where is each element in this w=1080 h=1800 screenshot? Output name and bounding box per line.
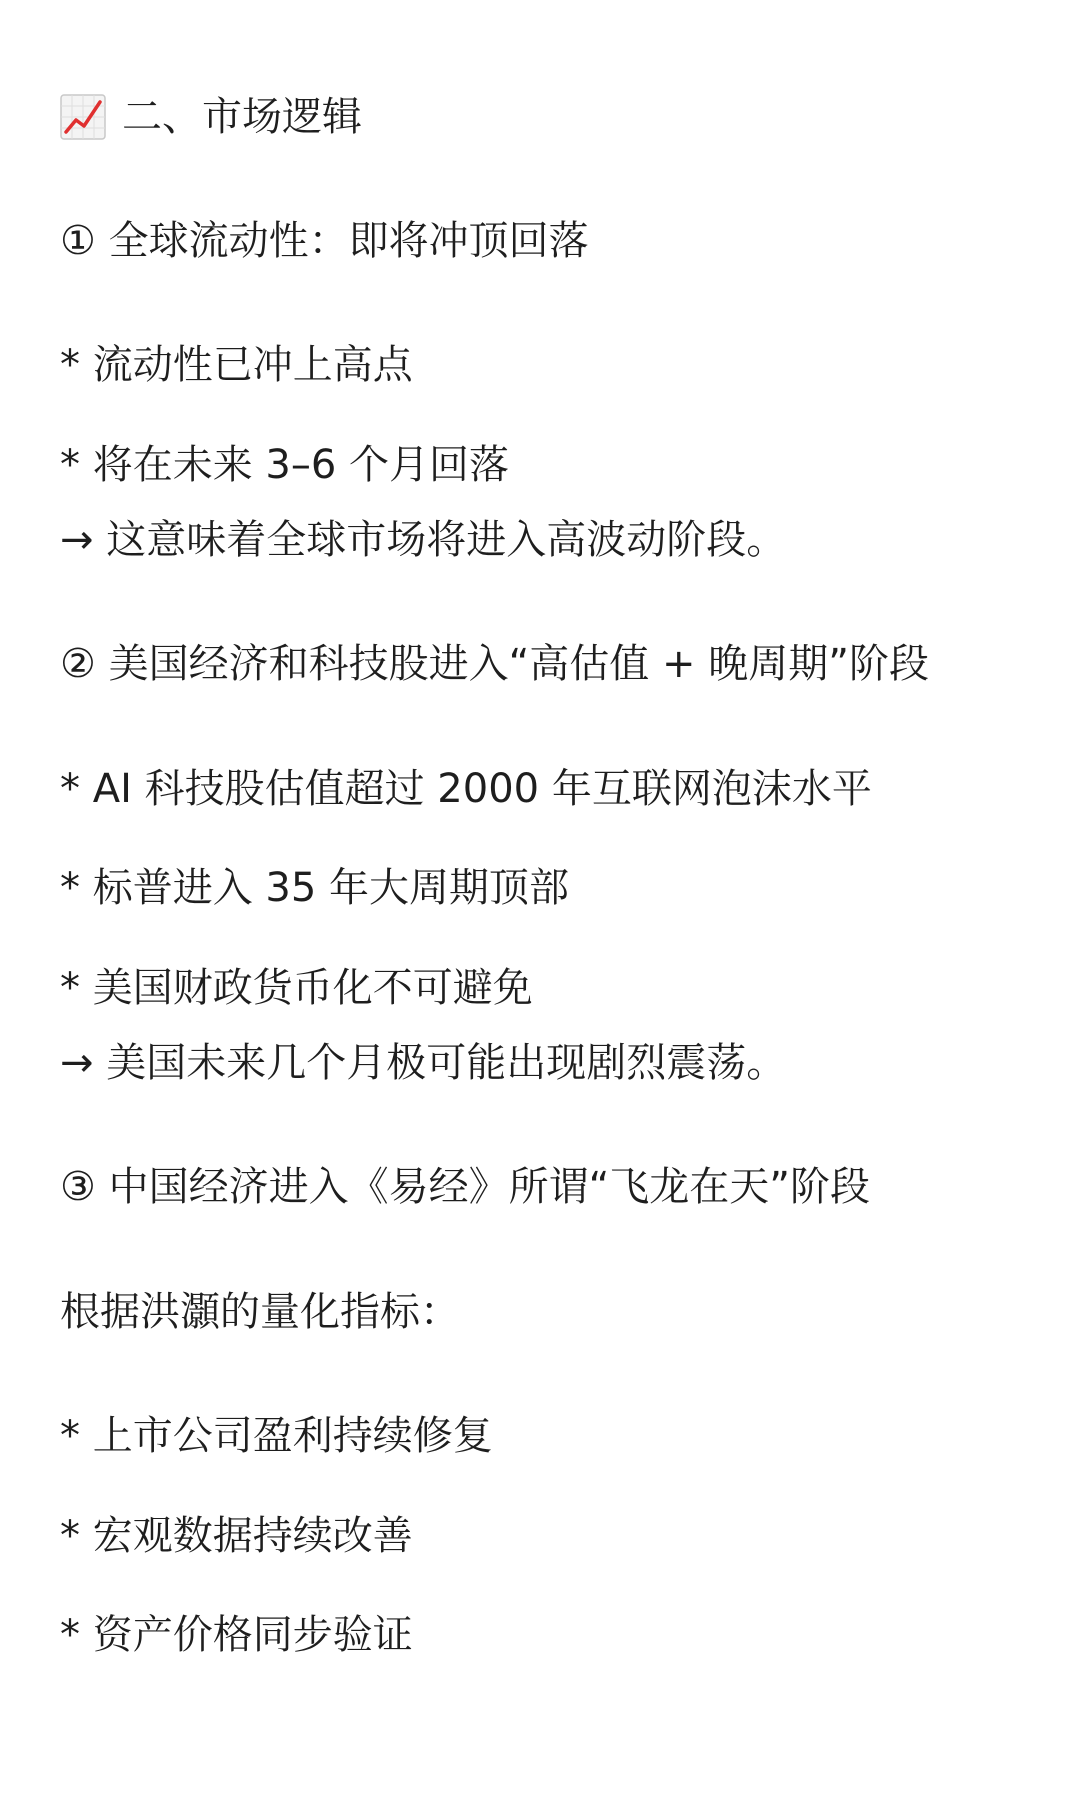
section-title: 二、市场逻辑 xyxy=(122,94,362,140)
point-3-bullet-1: * 上市公司盈利持续修复 xyxy=(60,1413,493,1459)
point-2-bullet-1: * AI 科技股估值超过 2000 年互联网泡沫水平 xyxy=(60,766,872,812)
point-2-heading: ② 美国经济和科技股进入“高估值 + 晚周期”阶段 xyxy=(60,641,929,687)
point-3-heading: ③ 中国经济进入《易经》所谓“飞龙在天”阶段 xyxy=(60,1164,871,1210)
point-2-conclusion: → 美国未来几个月极可能出现剧烈震荡。 xyxy=(60,1040,787,1086)
point-3-bullet-2: * 宏观数据持续改善 xyxy=(60,1513,413,1559)
point-1-bullet-1: * 流动性已冲上高点 xyxy=(60,342,413,388)
point-3-intro: 根据洪灝的量化指标： xyxy=(60,1289,460,1335)
point-2-bullet-2: * 标普进入 35 年大周期顶部 xyxy=(60,865,570,911)
point-1-conclusion: → 这意味着全球市场将进入高波动阶段。 xyxy=(60,517,787,563)
point-1-heading: ① 全球流动性：即将冲顶回落 xyxy=(60,218,589,264)
point-3-bullet-3: * 资产价格同步验证 xyxy=(60,1612,413,1658)
chart-increasing-icon xyxy=(60,94,106,140)
section-heading xyxy=(60,91,1040,143)
point-1-bullet-2: * 将在未来 3–6 个月回落 xyxy=(60,442,510,488)
point-2-bullet-3: * 美国财政货币化不可避免 xyxy=(60,965,533,1011)
